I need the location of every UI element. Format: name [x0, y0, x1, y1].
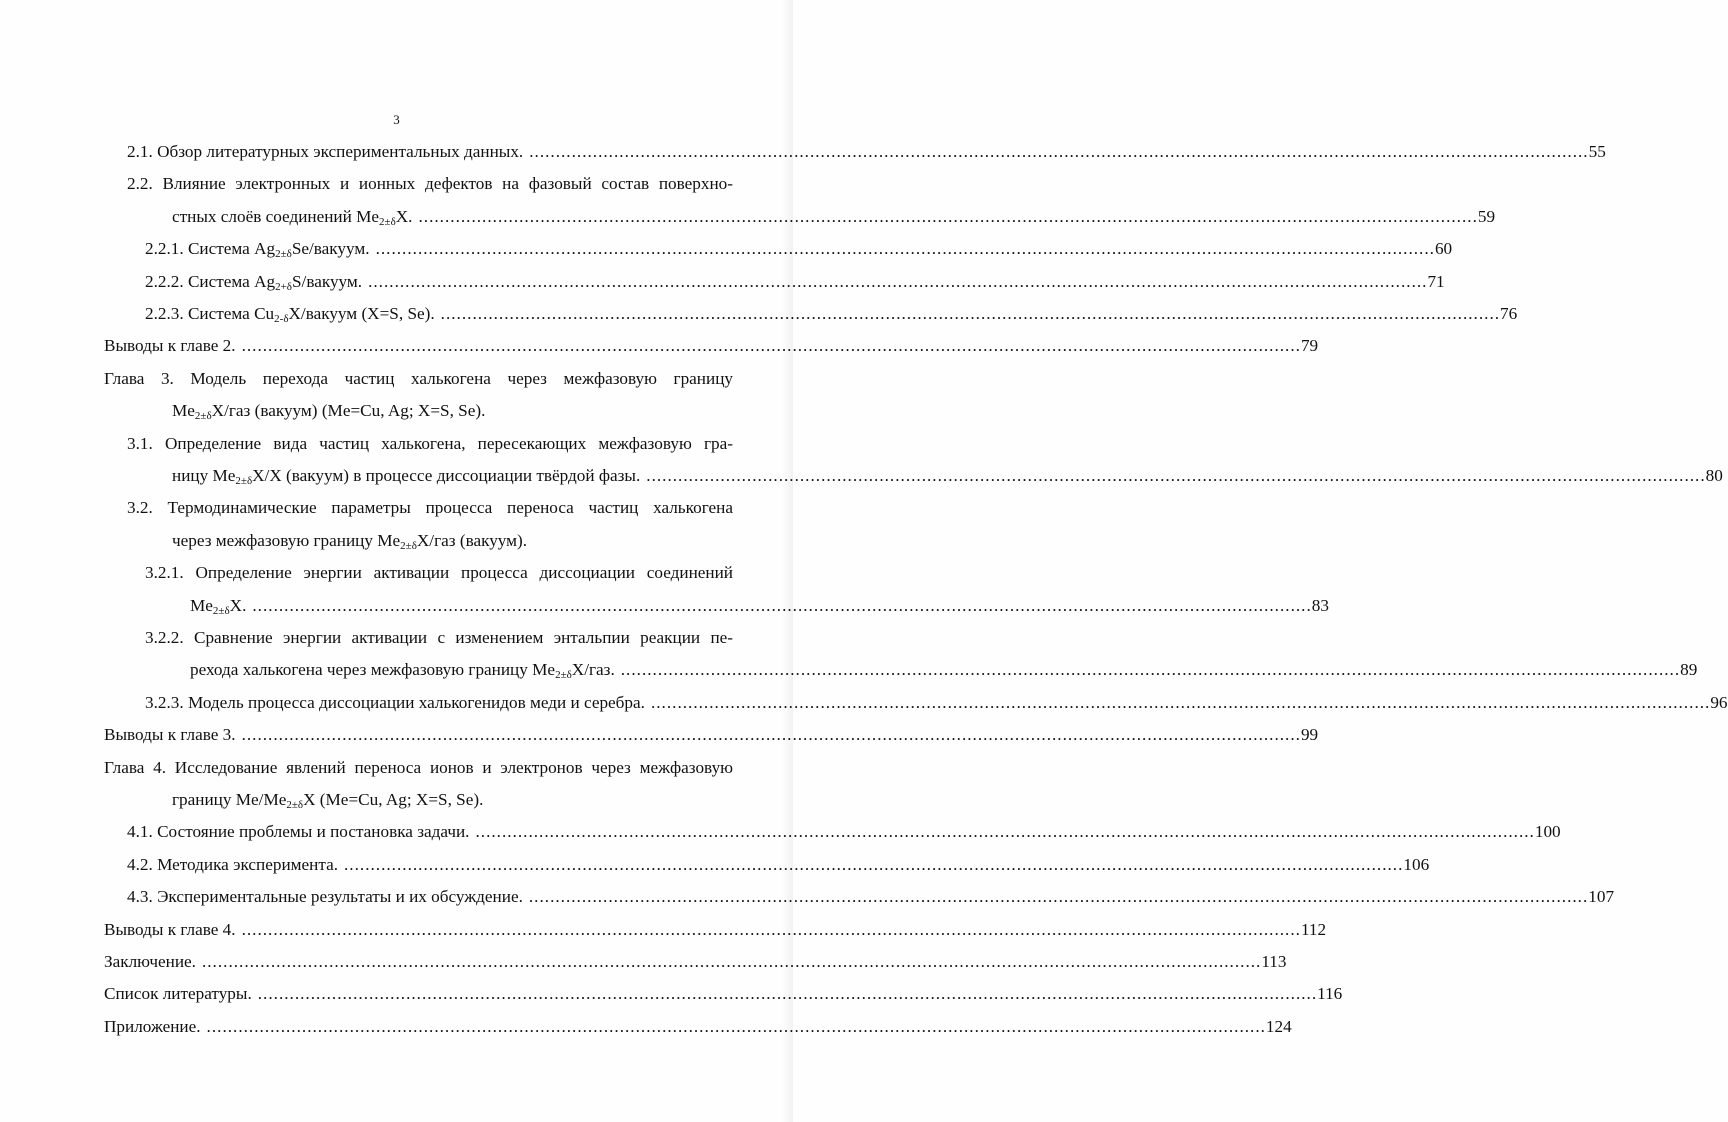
toc-line — [127, 496, 733, 520]
toc-line — [190, 594, 1329, 618]
toc-page-number: 116 — [1317, 984, 1343, 1004]
toc-line — [172, 399, 733, 423]
toc-page-number: 89 — [1680, 660, 1698, 680]
toc-entry-text: ницу $Me_{2\pm\delta}X/X$ (вакуум) в процессе диссоциации твёрдой фазы. — [172, 466, 641, 487]
toc-entry-text: 4.2. Методика эксперимента. — [127, 854, 338, 874]
toc-line — [145, 626, 733, 650]
dot-leader: ........................................................................................................................................................................................................ — [257, 984, 1318, 1004]
toc-line — [127, 885, 1615, 909]
toc-line — [104, 723, 1319, 747]
toc-entry-text: через межфазовую границу $Me_{2\pm\delta}X$/газ (вакуум). — [172, 530, 528, 552]
toc-page-number: 55 — [1588, 142, 1606, 161]
toc-line — [145, 561, 733, 585]
page-number: 3 — [393, 112, 400, 127]
dot-leader: ........................................................................................................................................................................................................ — [252, 595, 1312, 615]
toc-page-number: 80 — [1705, 466, 1723, 485]
toc-line — [172, 788, 733, 812]
toc-entry-text: 4.3. Экспериментальные результаты и их обсуждение. — [127, 887, 523, 907]
toc-page-number: 106 — [1403, 854, 1430, 874]
toc-line — [104, 918, 1327, 942]
dot-leader: ........................................................................................................................................................................................................ — [475, 822, 1535, 842]
dot-leader: ........................................................................................................................................................................................................ — [440, 304, 1501, 323]
toc-entry-text: Выводы к главе 4. — [104, 919, 236, 939]
toc-entry-text: 2.2. Влияние электронных и ионных дефектов на фазовый состав поверхно- — [127, 174, 733, 194]
toc-page-number: 99 — [1300, 725, 1319, 745]
dot-leader: ........................................................................................................................................................................................................ — [375, 239, 1435, 259]
toc-entry-text: границу $Me/Me_{2\pm\delta}X$ (Me=Cu, Ag; X=S, Se). — [172, 790, 484, 811]
toc-line — [104, 334, 1319, 358]
toc-line — [127, 172, 733, 196]
toc-entry-text: Выводы к главе 3. — [104, 725, 236, 745]
subscript: 2+δ — [275, 280, 292, 293]
subscript: 2±δ — [194, 410, 212, 423]
toc-page-number: 71 — [1427, 271, 1445, 291]
toc-line — [127, 820, 1561, 844]
toc-entry-text: 3.2. Термодинамические параметры процесса переноса частиц халькогена — [127, 498, 733, 518]
toc-entry-text: 2.2.2. Система $Ag_{2+\delta}S$/вакуум. — [145, 271, 363, 293]
toc-entry-text: Приложение. — [104, 1016, 201, 1036]
toc-page-number: 76 — [1500, 304, 1518, 323]
toc-line — [127, 853, 1430, 877]
subscript: 2-δ — [274, 313, 289, 325]
dot-leader: ........................................................................................................................................................................................................ — [528, 887, 1589, 907]
toc-page-number: 59 — [1477, 206, 1496, 226]
subscript: 2±δ — [212, 604, 230, 617]
toc-entry-text: 3.2.3. Модель процесса диссоциации халькогенидов меди и серебра. — [145, 692, 645, 712]
dot-leader: ........................................................................................................................................................................................................ — [241, 919, 1301, 939]
toc-line — [104, 982, 1343, 1006]
toc-entry-text: 3.1. Определение вида частиц халькогена, пересекающих межфазовую гра- — [127, 433, 733, 453]
dot-leader: ........................................................................................................................................................................................................ — [368, 271, 1428, 291]
toc-entry-text: $Me_{2\pm\delta}X$/газ (вакуум) (Me=Cu, Ag; X=S, Se). — [172, 401, 486, 423]
toc-entry-text: Список литературы. — [104, 984, 252, 1004]
subscript: 2±δ — [555, 669, 572, 682]
toc-line — [127, 140, 1606, 164]
dot-leader: ........................................................................................................................................................................................................ — [646, 466, 1706, 485]
toc-entry-text: Глава 4. Исследование явлений переноса ионов и электронов через межфазовую — [104, 757, 733, 777]
toc-line — [145, 691, 1728, 715]
toc-line — [104, 756, 733, 780]
toc-entry-text: Глава 3. Модель перехода частиц халькогена через межфазовую границу — [104, 368, 733, 388]
toc-entry-text: Выводы к главе 2. — [104, 336, 236, 356]
toc-line — [104, 367, 733, 391]
toc-page-number: 113 — [1261, 952, 1287, 971]
toc-line — [172, 205, 1496, 229]
toc-line — [145, 270, 1445, 294]
toc-entry-text: 2.2.3. Система $Cu_{2-\delta}X$/вакуум (X=S, Se). — [145, 304, 435, 325]
subscript: 2±δ — [286, 799, 304, 811]
toc-page-number: 60 — [1434, 239, 1453, 259]
dot-leader: ........................................................................................................................................................................................................ — [418, 206, 1478, 226]
toc-entry-text: 2.1. Обзор литературных экспериментальных данных. — [127, 142, 524, 161]
toc-entry-text: рехода халькогена через межфазовую границу $Me_{2\pm\delta}X$/газ. — [190, 660, 615, 682]
toc-page-number: 96 — [1710, 692, 1728, 712]
subscript: 2±δ — [275, 248, 292, 261]
subscript: 2±δ — [400, 539, 417, 552]
toc-entry-text: 3.2.1. Определение энергии активации процесса диссоциации соединений — [145, 563, 733, 583]
toc-line — [190, 658, 1698, 682]
dot-leader: ........................................................................................................................................................................................................ — [529, 142, 1589, 161]
toc-entry-text: 2.2.1. Система $Ag_{2\pm\delta}Se$/вакуум. — [145, 239, 370, 261]
dot-leader: ........................................................................................................................................................................................................ — [201, 952, 1262, 971]
dot-leader: ........................................................................................................................................................................................................ — [620, 660, 1681, 680]
subscript: 2±δ — [379, 215, 396, 228]
dot-leader: ........................................................................................................................................................................................................ — [344, 854, 1404, 874]
toc-line — [127, 432, 733, 456]
toc-page-number: 124 — [1265, 1016, 1292, 1036]
toc-line — [145, 302, 1518, 326]
toc-page-number: 79 — [1300, 336, 1319, 356]
dot-leader: ........................................................................................................................................................................................................ — [241, 725, 1301, 745]
toc-entry-text: стных слоёв соединений $Me_{2\pm\delta}X$. — [172, 206, 413, 228]
dot-leader: ........................................................................................................................................................................................................ — [206, 1016, 1266, 1036]
toc-entry-text: $Me_{2\pm\delta}X$. — [190, 595, 247, 617]
subscript: 2±δ — [235, 475, 253, 487]
dot-leader: ........................................................................................................................................................................................................ — [241, 336, 1301, 356]
toc-entry-text: 3.2.2. Сравнение энергии активации с изменением энтальпии реакции пе- — [145, 628, 733, 647]
toc-line — [104, 1015, 1292, 1039]
toc-line — [145, 237, 1453, 261]
toc-page-number: 107 — [1588, 887, 1615, 907]
toc-page-number: 112 — [1300, 919, 1327, 939]
toc-line — [172, 464, 1723, 488]
dot-leader: ........................................................................................................................................................................................................ — [650, 692, 1711, 712]
toc-line — [172, 529, 733, 553]
toc-page-number: 100 — [1534, 822, 1561, 842]
toc-line — [104, 950, 1287, 974]
toc-page-number: 83 — [1311, 595, 1329, 615]
toc-entry-text: Заключение. — [104, 952, 196, 971]
toc-entry-text: 4.1. Состояние проблемы и постановка задачи. — [127, 822, 470, 842]
